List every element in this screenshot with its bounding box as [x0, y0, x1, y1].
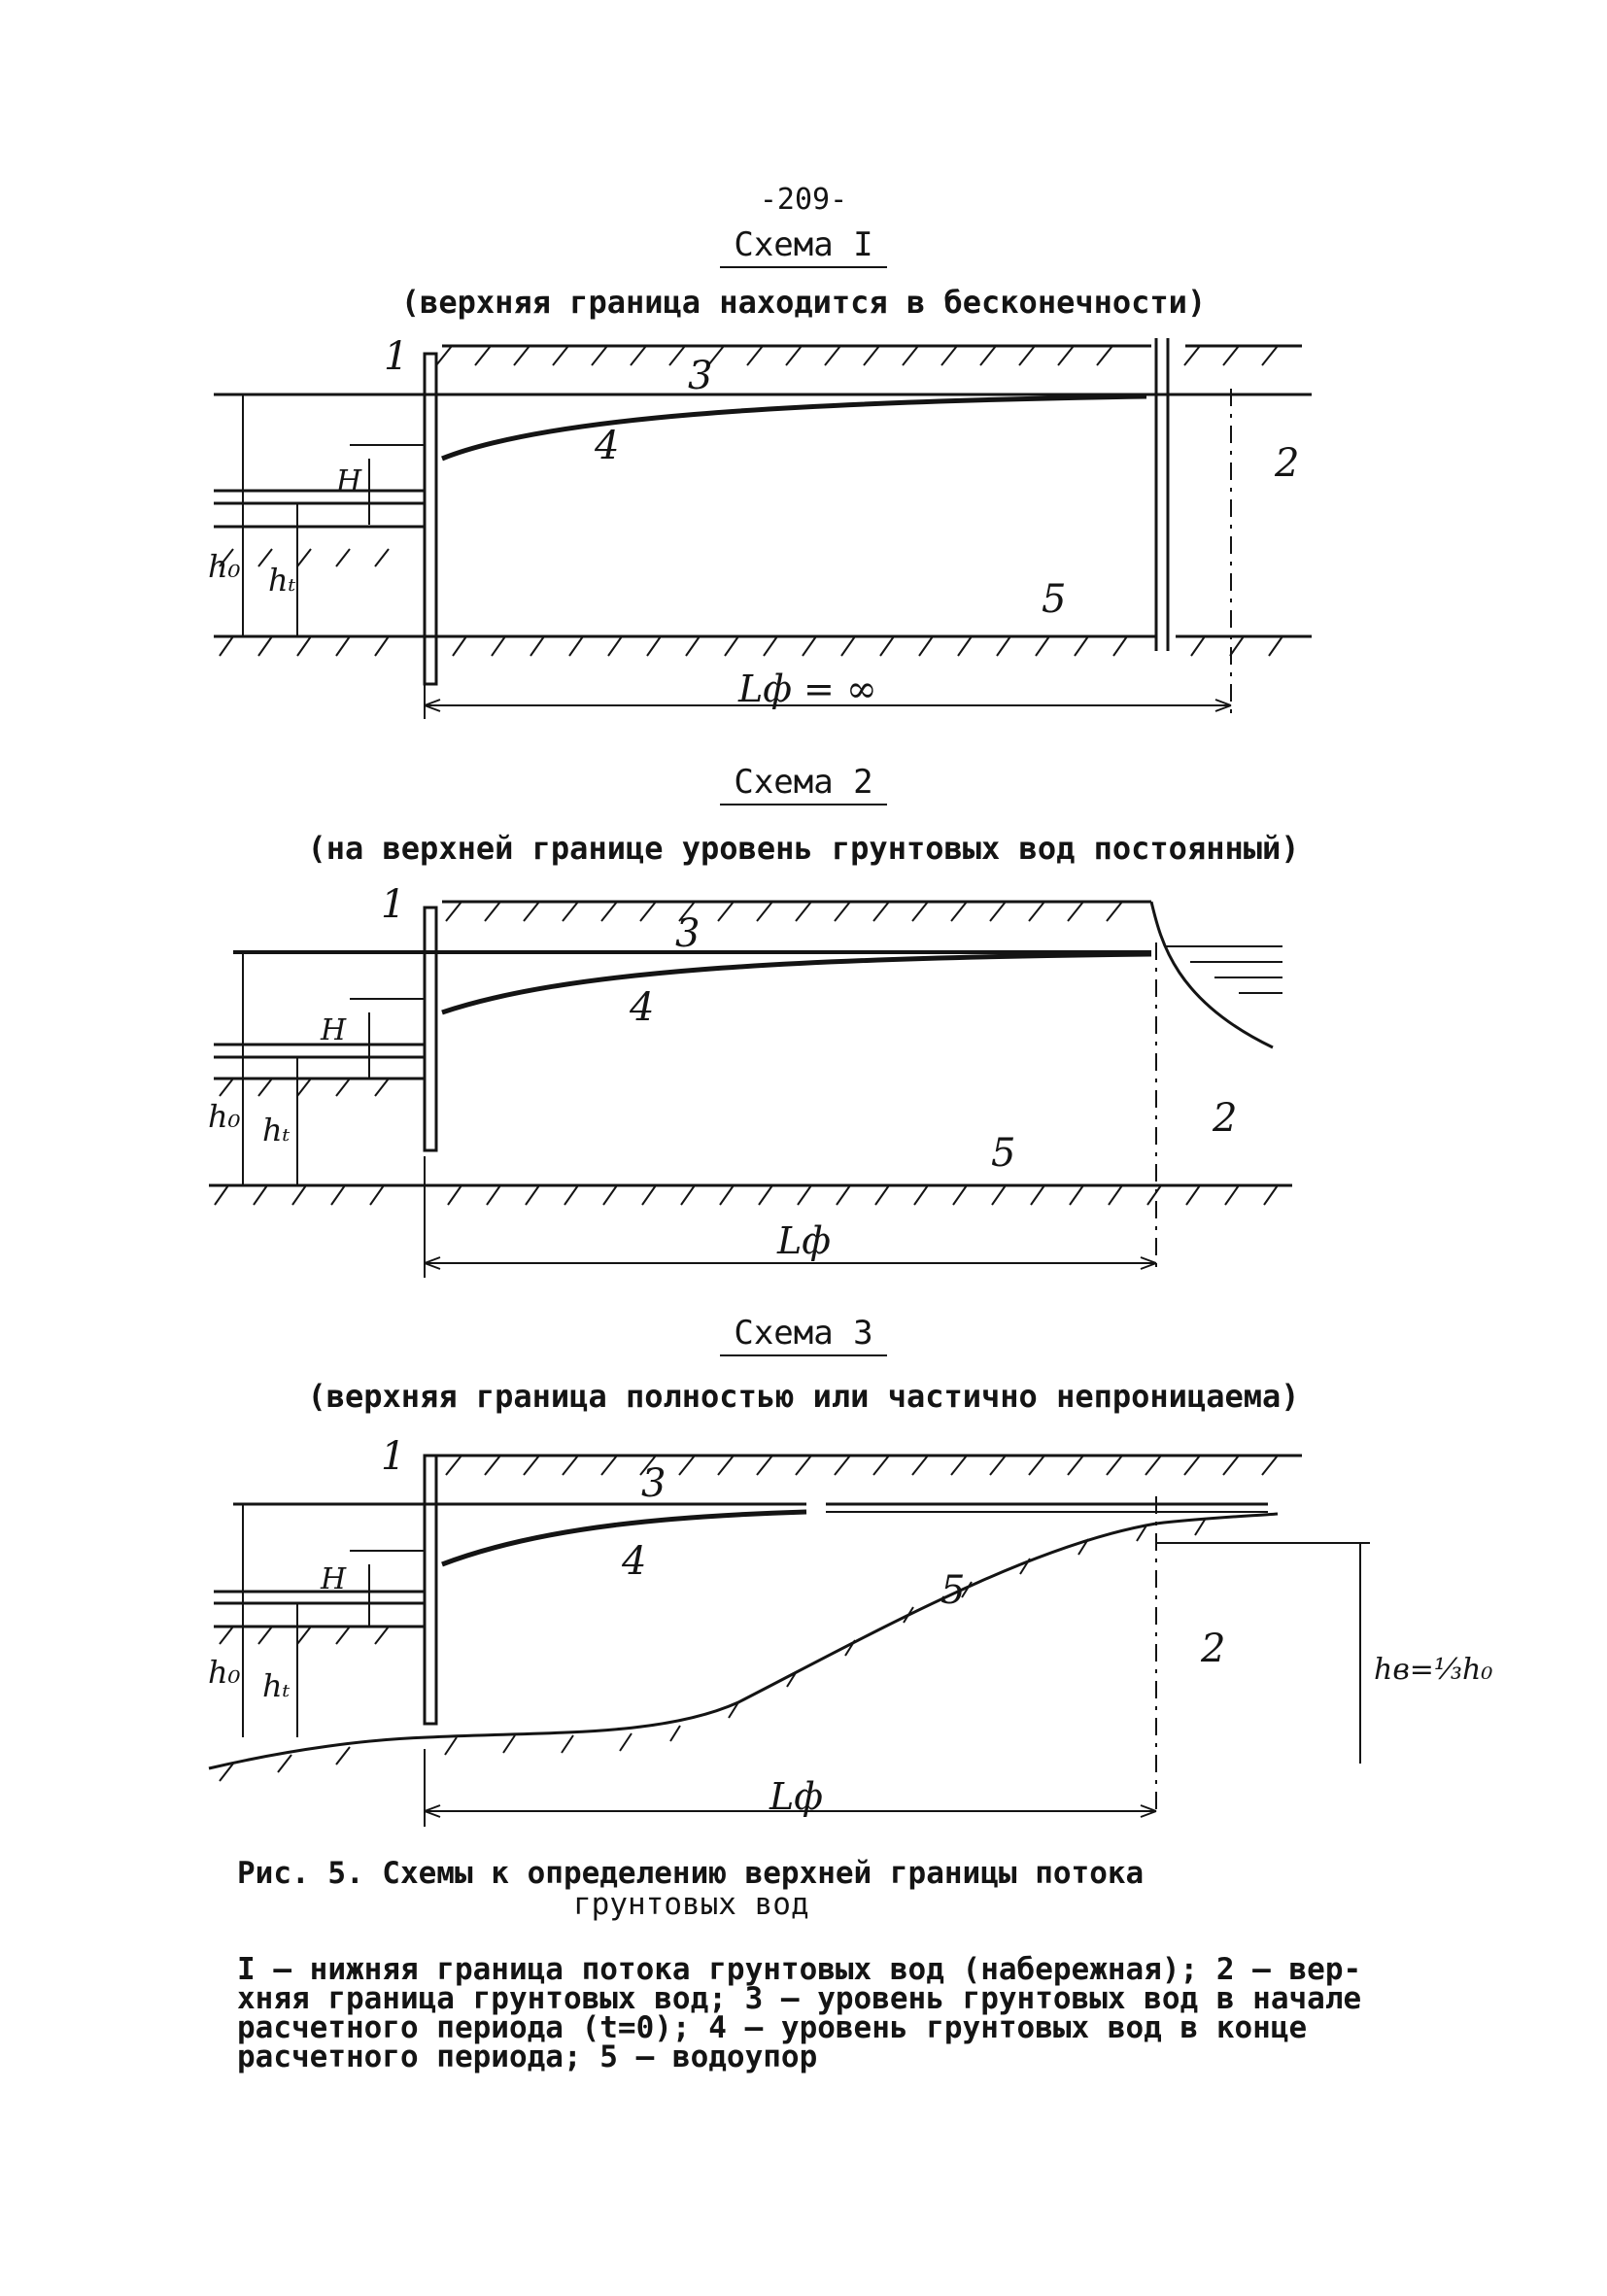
scheme-1-title: Схема I — [0, 225, 1607, 264]
label-2: 2 — [1201, 1627, 1226, 1671]
label-ht: hₜ — [262, 1112, 291, 1148]
label-h: H — [321, 1562, 347, 1596]
scheme-3-diagram — [0, 1428, 1607, 1836]
label-5: 5 — [1042, 577, 1067, 622]
scheme-3-subtitle: (верхняя граница полностью или частично непроницаема) — [307, 1378, 1300, 1415]
label-length: Lф = ∞ — [738, 668, 877, 710]
figure-legend: I – нижняя граница потока грунтовых вод (набережная); 2 – вер- хняя граница грунтовых вод; 3 – уровень грунтовых вод в начале расчетного периода (t=0); 4 – уровень грунтовых вод в конце расчетного периода; 5 – водоупор — [237, 1952, 1362, 2074]
scheme-3-title: Схема 3 — [0, 1314, 1607, 1353]
scheme-1-diagram — [0, 330, 1607, 738]
scheme-1-subtitle: (верхняя граница находится в бесконечности) — [400, 284, 1207, 321]
label-4: 4 — [622, 1539, 647, 1584]
scheme-2-title: Схема 2 — [0, 763, 1607, 802]
label-2: 2 — [1275, 441, 1300, 486]
label-h0: h₀ — [208, 1654, 241, 1691]
label-5: 5 — [940, 1568, 966, 1613]
figure-caption-line-2: грунтовых вод — [573, 1887, 809, 1922]
label-hb: hв=⅓h₀ — [1374, 1653, 1493, 1687]
label-ht: hₜ — [262, 1667, 291, 1704]
label-h0: h₀ — [208, 1098, 241, 1135]
label-3: 3 — [688, 354, 713, 398]
label-1: 1 — [381, 1434, 406, 1479]
label-ht: hₜ — [268, 562, 296, 599]
label-3: 3 — [641, 1461, 667, 1506]
label-h0: h₀ — [208, 548, 241, 585]
label-1: 1 — [381, 882, 406, 927]
scheme-2-diagram — [0, 884, 1607, 1302]
label-1: 1 — [384, 334, 409, 379]
label-4: 4 — [630, 985, 655, 1030]
label-5: 5 — [991, 1131, 1016, 1176]
label-2: 2 — [1213, 1096, 1238, 1141]
label-4: 4 — [595, 424, 620, 468]
label-h: H — [336, 464, 362, 498]
label-length: Lф — [777, 1219, 831, 1262]
figure-caption: Рис. 5. Схемы к определению верхней границы потока — [237, 1856, 1145, 1891]
page-number: -209- — [759, 183, 848, 217]
label-h: H — [321, 1013, 347, 1047]
label-3: 3 — [675, 911, 701, 956]
label-length: Lф — [769, 1775, 823, 1818]
scheme-2-subtitle: (на верхней границе уровень грунтовых вод постоянный) — [307, 830, 1300, 867]
